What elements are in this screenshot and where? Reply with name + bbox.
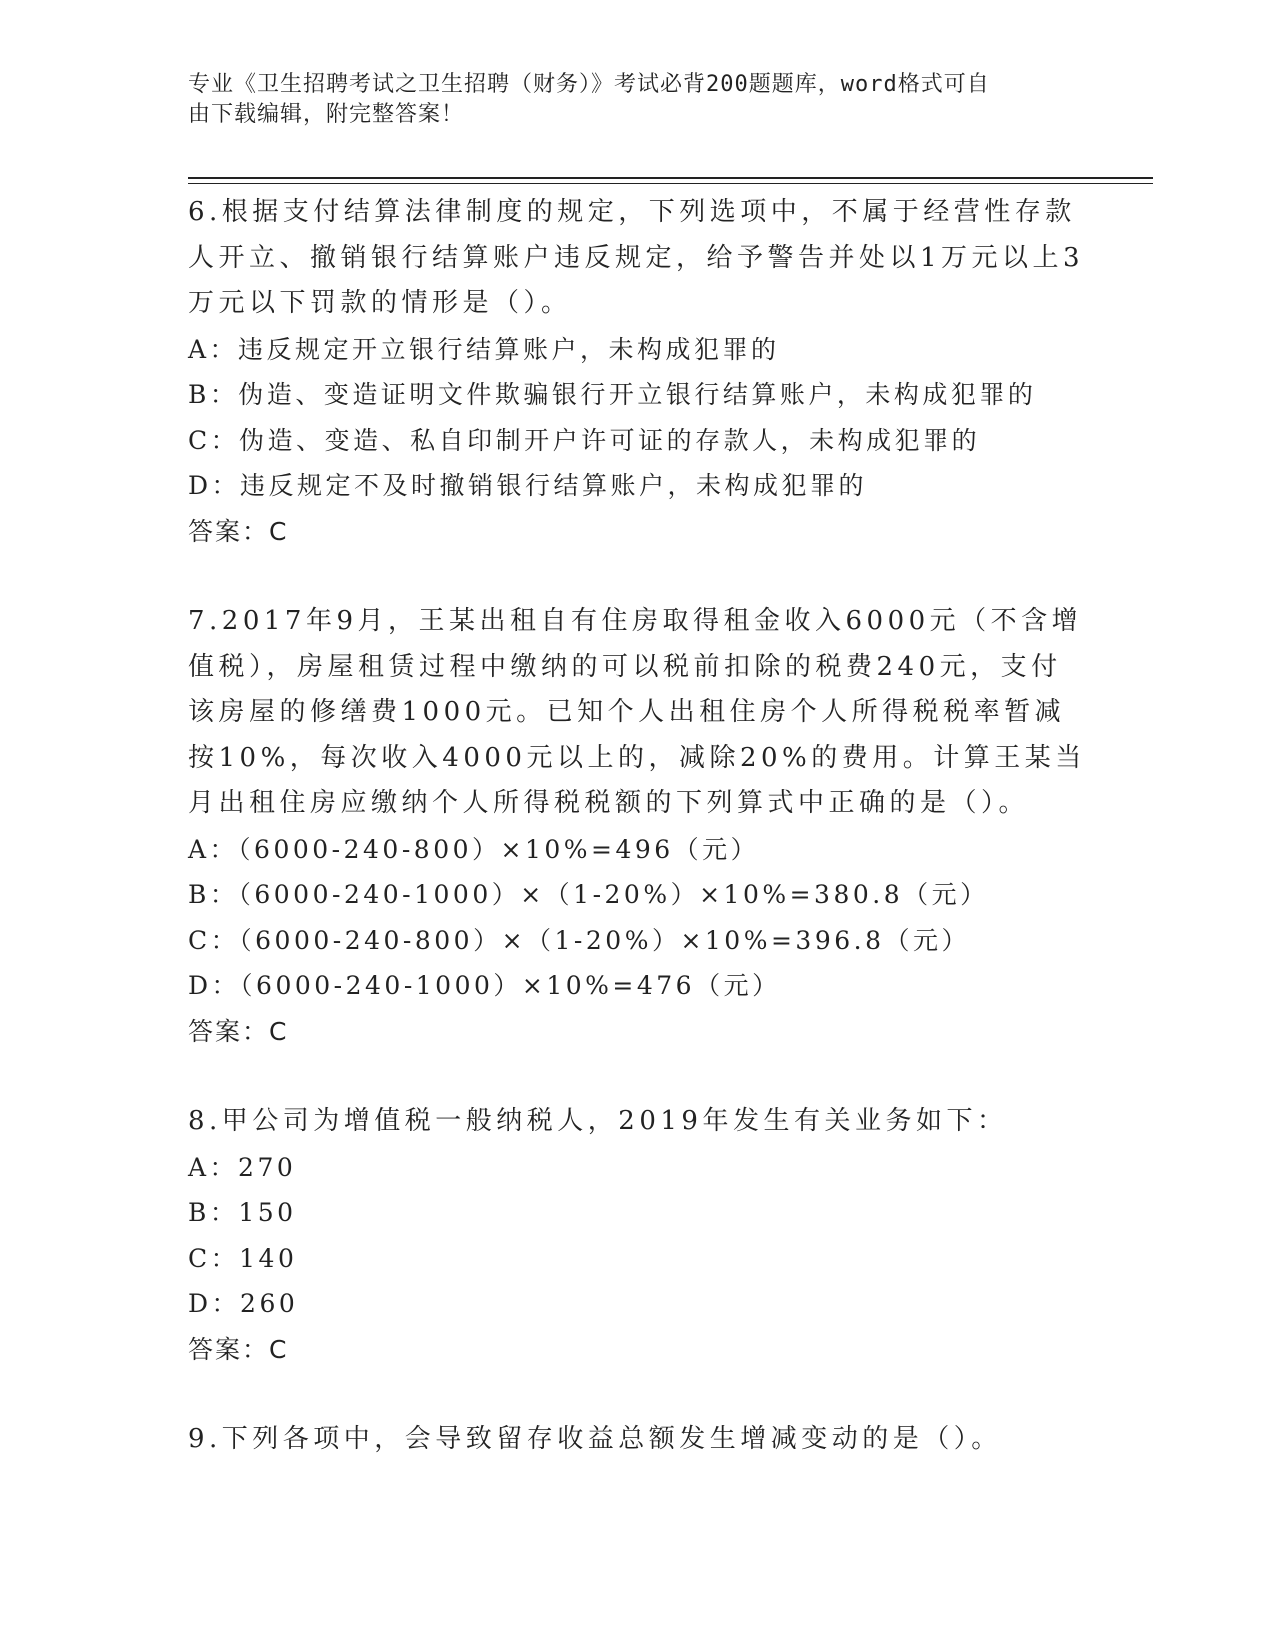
- question-list: [188, 190, 1088, 1463]
- header-line-2: 由下载编辑，附完整答案！: [188, 102, 465, 127]
- header-divider-thin: [188, 183, 1153, 184]
- header-divider-thick: [188, 177, 1153, 179]
- question-8: [188, 1099, 1088, 1372]
- option-d: D：（6000-240-1000）×10%=476（元）: [188, 971, 781, 1000]
- answer-label: 答案：C: [188, 1016, 289, 1046]
- question-6: [188, 190, 1088, 554]
- option-c: C：（6000-240-800）×（1-20%）×10%=396.8（元）: [188, 925, 970, 955]
- answer-label: 答案：C: [188, 1334, 289, 1364]
- option-d: D：260: [188, 1289, 299, 1318]
- question-9: [188, 1417, 1088, 1463]
- option-c: C：140: [188, 1243, 298, 1273]
- option-c: C：伪造、变造、私自印制开户许可证的存款人，未构成犯罪的: [188, 425, 981, 455]
- question-7: [188, 599, 1088, 1054]
- option-b: B：（6000-240-1000）×（1-20%）×10%=380.8（元）: [188, 880, 989, 909]
- header-line-1: 专业《卫生招聘考试之卫生招聘（财务）》考试必背200题题库，word格式可自: [188, 72, 990, 97]
- option-b: B：伪造、变造证明文件欺骗银行开立银行结算账户，未构成犯罪的: [188, 380, 1037, 409]
- option-d: D：违反规定不及时撤销银行结算账户，未构成犯罪的: [188, 471, 868, 500]
- question-text: 8.甲公司为增值税一般纳税人，2019年发生有关业务如下：: [188, 1106, 1008, 1136]
- option-a: A：（6000-240-800）×10%=496（元）: [188, 834, 760, 864]
- document-header: [188, 70, 1068, 130]
- option-b: B：150: [188, 1198, 297, 1227]
- question-text: 6.根据支付结算法律制度的规定，下列选项中，不属于经营性存款人开立、撤销银行结算账户违反规定，给予警告并处以1万元以上3万元以下罚款的情形是（）。: [188, 197, 1085, 318]
- option-a: A：违反规定开立银行结算账户，未构成犯罪的: [188, 334, 780, 364]
- answer-label: 答案：C: [188, 516, 289, 546]
- option-a: A：270: [188, 1152, 297, 1182]
- question-text: 7.2017年9月，王某出租自有住房取得租金收入6000元（不含增值税），房屋租赁过程中缴纳的可以税前扣除的税费240元，支付该房屋的修缮费1000元。已知个人出租住房个人所得税税率暂减按10%，每次收入4000元以上的，减除20%的费用。计算王某当月出租住房应缴纳个人所得税税额的下列算式中正确的是（）。: [188, 606, 1086, 818]
- question-text: 9.下列各项中，会导致留存收益总额发生增减变动的是（）。: [188, 1424, 1002, 1454]
